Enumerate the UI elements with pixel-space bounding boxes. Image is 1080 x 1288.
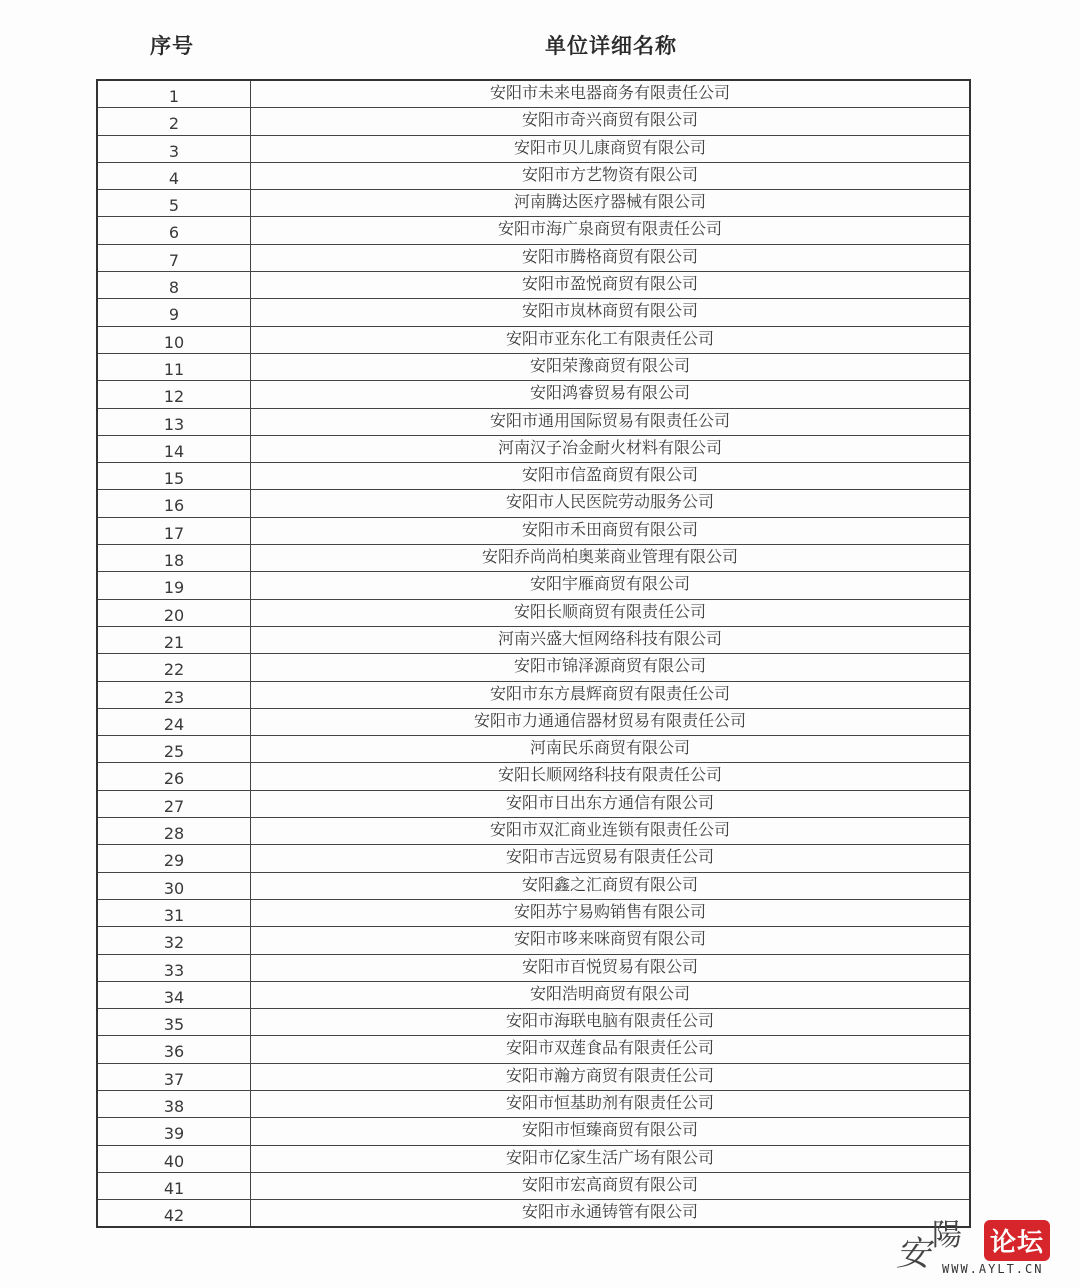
row-company-name-cell: 河南兴盛大恒网络科技有限公司 (251, 626, 971, 653)
row-seq-cell: 1 (97, 80, 251, 108)
row-seq-cell: 36 (97, 1036, 251, 1063)
row-seq-cell: 12 (97, 381, 251, 408)
row-company-name-cell: 安阳市盈悦商贸有限公司 (251, 272, 971, 299)
table-row (97, 899, 970, 926)
row-company-name-cell: 安阳市东方晨辉商贸有限责任公司 (251, 681, 971, 708)
table-row (97, 572, 970, 599)
row-seq-cell: 18 (97, 545, 251, 572)
row-company-name-cell: 安阳苏宁易购销售有限公司 (251, 899, 971, 926)
row-seq-cell: 10 (97, 326, 251, 353)
row-seq-cell: 40 (97, 1145, 251, 1172)
row-company-name-cell: 安阳市亿家生活广场有限公司 (251, 1145, 971, 1172)
row-seq-cell: 17 (97, 517, 251, 544)
row-seq-cell: 31 (97, 899, 251, 926)
site-watermark (894, 1212, 1074, 1282)
table-row (97, 217, 970, 244)
table-row (97, 818, 970, 845)
column-header-name: 单位详细名称 (545, 34, 677, 58)
row-company-name-cell: 安阳浩明商贸有限公司 (251, 981, 971, 1008)
row-seq-cell: 29 (97, 845, 251, 872)
company-table-body (97, 80, 970, 1227)
company-table (96, 79, 971, 1228)
table-row (97, 1009, 970, 1036)
watermark-char-yang: 陽 (932, 1219, 962, 1252)
row-company-name-cell: 安阳鸿睿贸易有限公司 (251, 381, 971, 408)
row-seq-cell: 28 (97, 818, 251, 845)
row-company-name-cell: 安阳市方艺物资有限公司 (251, 162, 971, 189)
table-row (97, 490, 970, 517)
table-row (97, 408, 970, 435)
row-seq-cell: 13 (97, 408, 251, 435)
row-seq-cell: 3 (97, 135, 251, 162)
row-company-name-cell: 安阳市恒臻商贸有限公司 (251, 1118, 971, 1145)
table-row (97, 435, 970, 462)
row-seq-cell: 2 (97, 108, 251, 135)
table-row (97, 545, 970, 572)
row-company-name-cell: 安阳市腾格商贸有限公司 (251, 244, 971, 271)
row-seq-cell: 15 (97, 463, 251, 490)
table-row (97, 517, 970, 544)
row-company-name-cell: 安阳市日出东方通信有限公司 (251, 790, 971, 817)
row-company-name-cell: 安阳市锦泽源商贸有限公司 (251, 654, 971, 681)
table-row (97, 1172, 970, 1199)
row-seq-cell: 22 (97, 654, 251, 681)
row-company-name-cell: 安阳市百悦贸易有限公司 (251, 954, 971, 981)
row-seq-cell: 11 (97, 353, 251, 380)
table-row (97, 654, 970, 681)
table-row (97, 108, 970, 135)
table-row (97, 1200, 970, 1228)
row-company-name-cell: 安阳市奇兴商贸有限公司 (251, 108, 971, 135)
row-company-name-cell: 安阳长顺网络科技有限责任公司 (251, 763, 971, 790)
row-seq-cell: 35 (97, 1009, 251, 1036)
table-row (97, 80, 970, 108)
row-company-name-cell: 河南汉子冶金耐火材料有限公司 (251, 435, 971, 462)
row-seq-cell: 38 (97, 1090, 251, 1117)
column-header-seq: 序号 (150, 34, 194, 58)
table-row (97, 626, 970, 653)
row-seq-cell: 8 (97, 272, 251, 299)
row-company-name-cell: 安阳鑫之汇商贸有限公司 (251, 872, 971, 899)
table-row (97, 463, 970, 490)
table-row (97, 381, 970, 408)
row-company-name-cell: 安阳市宏高商贸有限公司 (251, 1172, 971, 1199)
row-company-name-cell: 安阳市瀚方商贸有限责任公司 (251, 1063, 971, 1090)
row-company-name-cell: 安阳乔尚尚柏奥莱商业管理有限公司 (251, 545, 971, 572)
row-seq-cell: 24 (97, 708, 251, 735)
row-company-name-cell: 安阳市岚林商贸有限公司 (251, 299, 971, 326)
row-company-name-cell: 河南民乐商贸有限公司 (251, 736, 971, 763)
row-company-name-cell: 安阳宇雁商贸有限公司 (251, 572, 971, 599)
row-seq-cell: 25 (97, 736, 251, 763)
row-seq-cell: 39 (97, 1118, 251, 1145)
row-seq-cell: 41 (97, 1172, 251, 1199)
watermark-url: WWW.AYLT.CN (942, 1262, 1044, 1276)
row-seq-cell: 37 (97, 1063, 251, 1090)
row-company-name-cell: 安阳荣豫商贸有限公司 (251, 353, 971, 380)
row-seq-cell: 30 (97, 872, 251, 899)
table-row (97, 1090, 970, 1117)
row-company-name-cell: 安阳市永通铸管有限公司 (251, 1200, 971, 1228)
table-row (97, 872, 970, 899)
row-seq-cell: 21 (97, 626, 251, 653)
table-row (97, 244, 970, 271)
row-seq-cell: 14 (97, 435, 251, 462)
table-row (97, 599, 970, 626)
row-seq-cell: 32 (97, 927, 251, 954)
row-company-name-cell: 安阳市恒基助剂有限责任公司 (251, 1090, 971, 1117)
row-company-name-cell: 安阳市吉远贸易有限责任公司 (251, 845, 971, 872)
row-company-name-cell: 安阳市信盈商贸有限公司 (251, 463, 971, 490)
table-row (97, 1036, 970, 1063)
row-company-name-cell: 安阳市人民医院劳动服务公司 (251, 490, 971, 517)
table-row (97, 299, 970, 326)
row-seq-cell: 42 (97, 1200, 251, 1228)
row-seq-cell: 26 (97, 763, 251, 790)
table-row (97, 1145, 970, 1172)
row-company-name-cell: 河南腾达医疗器械有限公司 (251, 190, 971, 217)
row-seq-cell: 16 (97, 490, 251, 517)
row-seq-cell: 20 (97, 599, 251, 626)
row-seq-cell: 23 (97, 681, 251, 708)
watermark-badge: 论坛 (984, 1220, 1050, 1261)
table-row (97, 736, 970, 763)
table-row (97, 326, 970, 353)
row-seq-cell: 27 (97, 790, 251, 817)
row-seq-cell: 33 (97, 954, 251, 981)
watermark-char-an: 安 (896, 1236, 930, 1273)
row-company-name-cell: 安阳市未来电器商务有限责任公司 (251, 80, 971, 108)
row-company-name-cell: 安阳市力通通信器材贸易有限责任公司 (251, 708, 971, 735)
table-row (97, 927, 970, 954)
table-row (97, 708, 970, 735)
row-company-name-cell: 安阳市哆来咪商贸有限公司 (251, 927, 971, 954)
row-company-name-cell: 安阳市禾田商贸有限公司 (251, 517, 971, 544)
row-company-name-cell: 安阳长顺商贸有限责任公司 (251, 599, 971, 626)
row-seq-cell: 6 (97, 217, 251, 244)
row-seq-cell: 5 (97, 190, 251, 217)
row-company-name-cell: 安阳市贝儿康商贸有限公司 (251, 135, 971, 162)
table-row (97, 190, 970, 217)
row-company-name-cell: 安阳市双莲食品有限责任公司 (251, 1036, 971, 1063)
table-row (97, 954, 970, 981)
row-company-name-cell: 安阳市双汇商业连锁有限责任公司 (251, 818, 971, 845)
table-row (97, 681, 970, 708)
row-company-name-cell: 安阳市海联电脑有限责任公司 (251, 1009, 971, 1036)
row-company-name-cell: 安阳市海广泉商贸有限责任公司 (251, 217, 971, 244)
row-seq-cell: 19 (97, 572, 251, 599)
table-row (97, 845, 970, 872)
table-row (97, 790, 970, 817)
row-company-name-cell: 安阳市亚东化工有限责任公司 (251, 326, 971, 353)
row-seq-cell: 34 (97, 981, 251, 1008)
table-row (97, 272, 970, 299)
table-row (97, 763, 970, 790)
table-row (97, 1118, 970, 1145)
row-seq-cell: 4 (97, 162, 251, 189)
row-seq-cell: 7 (97, 244, 251, 271)
table-row (97, 162, 970, 189)
table-row (97, 981, 970, 1008)
table-row (97, 353, 970, 380)
row-seq-cell: 9 (97, 299, 251, 326)
table-row (97, 1063, 970, 1090)
row-company-name-cell: 安阳市通用国际贸易有限责任公司 (251, 408, 971, 435)
table-row (97, 135, 970, 162)
